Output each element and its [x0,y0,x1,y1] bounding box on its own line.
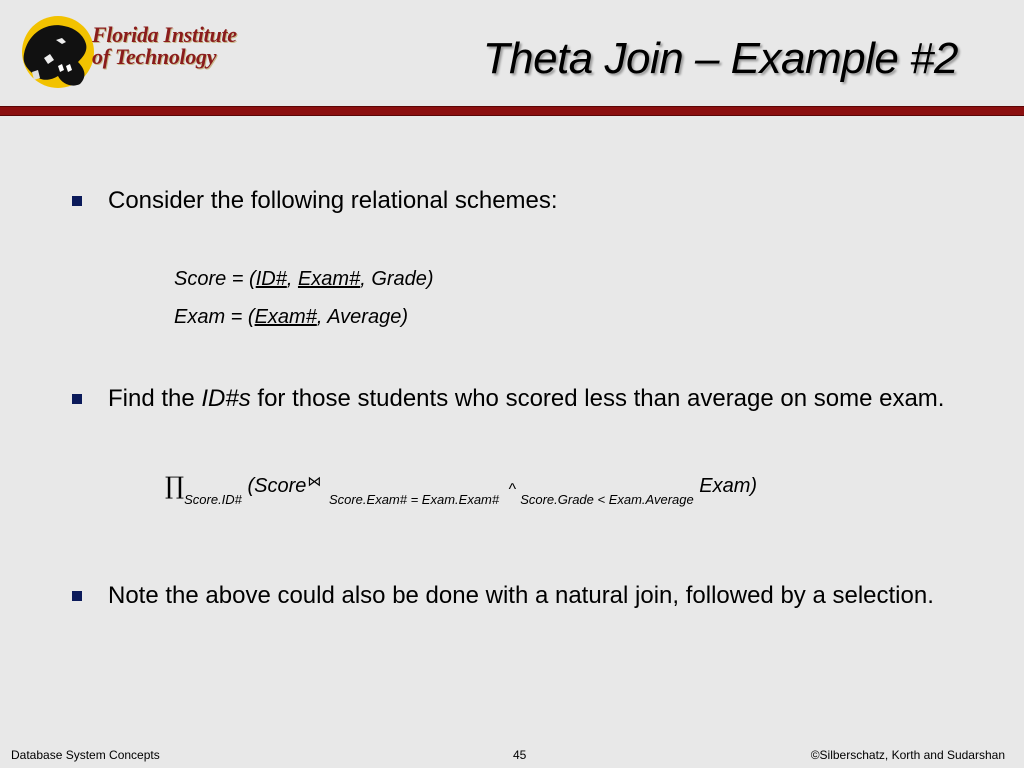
bullet-2-after: for those students who scored less than average on some exam. [250,385,945,412]
exam-scheme [174,306,408,329]
projection-subscript: Score.ID# [184,492,242,507]
logo-line-2: of Technology [92,44,217,69]
bullet-square-icon [72,196,82,206]
footer-copyright: ©Silberschatz, Korth and Sudarshan [810,748,1005,762]
score-scheme-sep: , [286,268,298,290]
bullet-2-italic: ID#s [201,385,251,412]
join-symbol: ⋈ [307,473,322,489]
bullet-2-before: Find the [108,385,202,412]
bullet-2-text [108,383,948,414]
fit-logo [18,14,258,90]
footer-page-number: 45 [513,748,527,762]
bullet-1-text: Consider the following relational schemes: [108,187,558,214]
score-scheme [174,268,434,291]
score-key-id: ID# [255,268,287,290]
bullet-square-icon [72,591,82,601]
logo-wordmark [92,24,237,68]
and-symbol: ^ [508,481,517,498]
score-key-exam: Exam# [297,268,361,290]
footer-course: Database System Concepts [11,748,160,762]
join-condition-2: Score.Grade < Exam.Average [520,492,694,507]
exam-key-exam: Exam# [254,306,317,328]
slide-title: Theta Join – Example #2 [482,34,958,83]
score-scheme-suffix: , Grade) [360,268,434,290]
logo-line-1: Florida Institute [92,22,237,47]
panther-icon [18,14,98,90]
score-scheme-prefix: Score = ( [174,268,256,290]
join-condition-1: Score.Exam# = Exam.Exam# [328,492,500,507]
exam-scheme-suffix: , Average) [316,306,408,328]
expression-close: Exam) [699,475,758,497]
expression-open: (Score [247,475,307,497]
exam-scheme-prefix: Exam = ( [174,306,255,328]
theta-join-expression [165,470,757,510]
projection-symbol: ∏ [165,472,185,500]
header-divider [0,106,1024,116]
bullet-square-icon [72,394,82,404]
bullet-3-text: Note the above could also be done with a natural join, followed by a selection. [108,582,934,609]
